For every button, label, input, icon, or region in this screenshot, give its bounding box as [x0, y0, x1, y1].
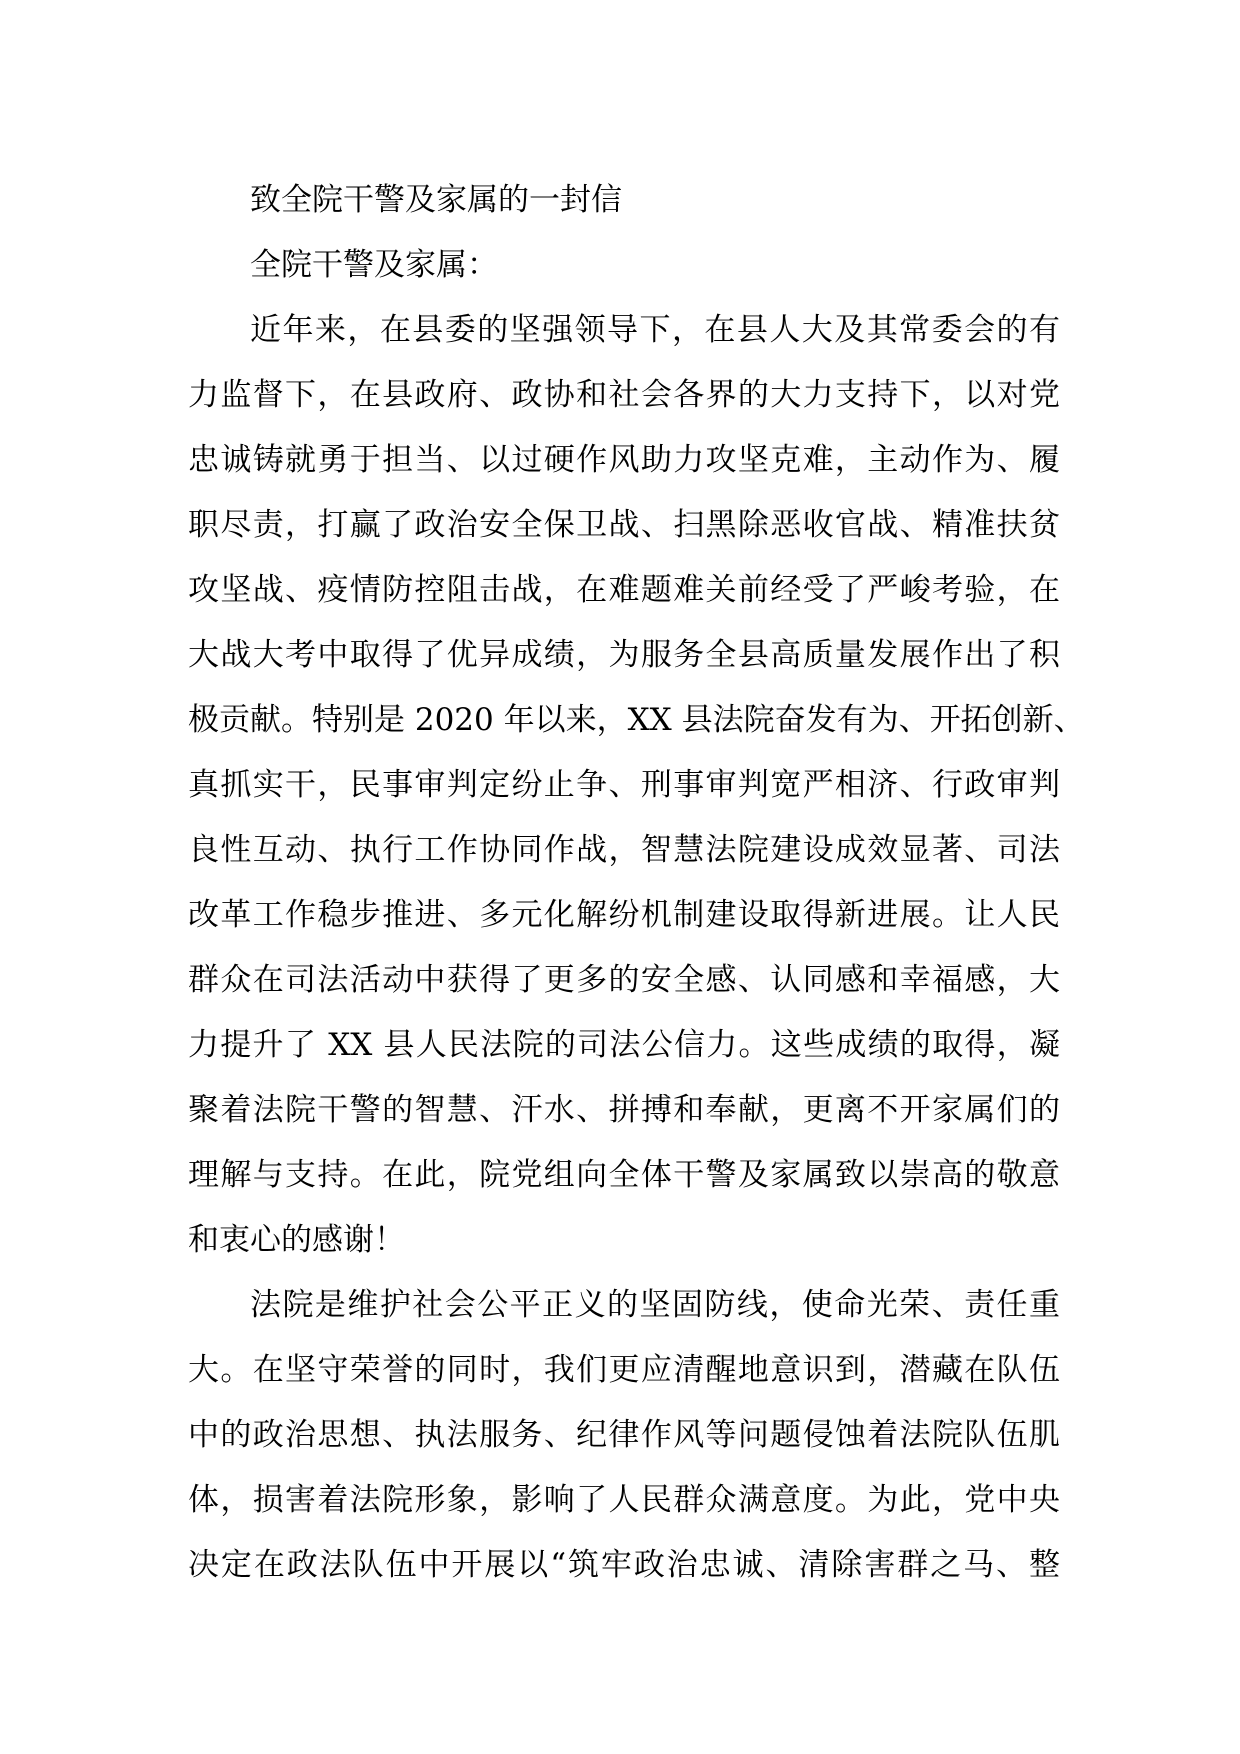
text-line: 攻坚战、疫情防控阻击战，在难题难关前经受了严峻考验，在	[188, 572, 1060, 608]
text-line: 真抓实干，民事审判定纷止争、刑事审判宽严相济、行政审判	[188, 767, 1060, 803]
text-line: 和衷心的感谢！	[188, 1222, 405, 1258]
text-line: 改革工作稳步推进、多元化解纷机制建设取得新进展。让人民	[188, 897, 1060, 933]
text-line: 大。在坚守荣誉的同时，我们更应清醒地意识到，潜藏在队伍	[188, 1352, 1060, 1388]
text-line: 聚着法院干警的智慧、汗水、拼搏和奉献，更离不开家属们的	[188, 1092, 1060, 1128]
letter-body	[188, 168, 1085, 1598]
letter-title: 致全院干警及家属的一封信	[250, 182, 622, 218]
text-line: 忠诚铸就勇于担当、以过硬作风助力攻坚克难，主动作为、履	[188, 442, 1060, 478]
paragraph-1	[188, 298, 1085, 1273]
text-line: 决定在政法队伍中开展以“筑牢政治忠诚、清除害群之马、整	[188, 1547, 1060, 1583]
text-line: 良性互动、执行工作协同作战，智慧法院建设成效显著、司法	[188, 832, 1060, 868]
paragraph-2	[188, 1273, 1060, 1598]
text-line: 理解与支持。在此，院党组向全体干警及家属致以崇高的敬意	[188, 1157, 1060, 1193]
text-line: 体，损害着法院形象，影响了人民群众满意度。为此，党中央	[188, 1482, 1060, 1518]
text-line: 中的政治思想、执法服务、纪律作风等问题侵蚀着法院队伍肌	[188, 1417, 1060, 1453]
text-line: 极贡献。特别是 2020 年以来，XX 县法院奋发有为、开拓创新、	[188, 702, 1085, 738]
text-line: 近年来，在县委的坚强领导下，在县人大及其常委会的有	[250, 312, 1060, 348]
text-line: 法院是维护社会公平正义的坚固防线，使命光荣、责任重	[250, 1287, 1060, 1323]
text-line: 力提升了 XX 县人民法院的司法公信力。这些成绩的取得，凝	[188, 1027, 1060, 1063]
text-line: 力监督下，在县政府、政协和社会各界的大力支持下，以对党	[188, 377, 1060, 413]
salutation: 全院干警及家属：	[250, 247, 498, 283]
text-line: 职尽责，打赢了政治安全保卫战、扫黑除恶收官战、精准扶贫	[188, 507, 1060, 543]
text-line: 大战大考中取得了优异成绩，为服务全县高质量发展作出了积	[188, 637, 1060, 673]
text-line: 群众在司法活动中获得了更多的安全感、认同感和幸福感，大	[188, 962, 1060, 998]
